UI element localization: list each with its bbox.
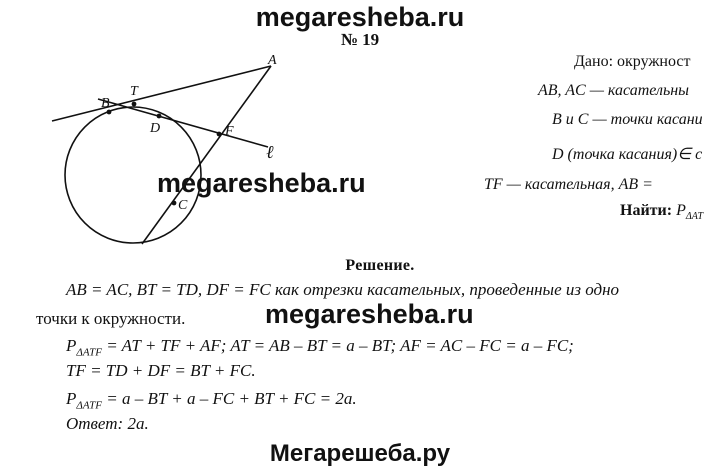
point-t (132, 102, 137, 107)
given-line-1: Дано: окружност (574, 53, 691, 70)
given-line-4: D (точка касания)∈ c (552, 146, 703, 163)
point-f (217, 132, 222, 137)
site-footer-watermark: Мегарешеба.ру (269, 440, 451, 467)
given-line-2: AB, AC — касательны (538, 82, 689, 99)
solution-paragraph-line-2: точки к окружности. (36, 309, 186, 328)
given-line-3: B и C — точки касани (552, 111, 703, 128)
label-c: C (178, 198, 188, 213)
equation-result: $P_{\Delta ATF} = a$ – BT + a – FC + BT + FC = 2a. (66, 389, 357, 412)
given-find: Найти: $P_{\Delta AT}$ (620, 202, 704, 223)
point-d (157, 114, 162, 119)
solution-paragraph-line-1: AB = AC, BT = TD, DF = FC как отрезки касательных, проведенные из одно (66, 280, 620, 299)
tangent-line-ac (142, 66, 271, 244)
answer: Ответ: 2a. (66, 414, 149, 433)
label-b: B (101, 96, 110, 111)
figure-watermark: megaresheba.ru (157, 168, 366, 198)
label-t: T (130, 84, 138, 99)
label-d: D (150, 121, 161, 136)
label-a: A (268, 53, 277, 68)
equation-perimeter: $P_{\Delta ATF}$ = AT + TF + AF; AT = AB – BT = a – BT; AF = AC – FC = a – FC; (66, 336, 574, 359)
label-f: F (225, 124, 234, 139)
solution-heading: Решение. (345, 257, 415, 274)
equation-tf: TF = TD + DF = BT + FC. (66, 361, 256, 380)
problem-number: № 19 (340, 30, 380, 49)
label-l: ℓ (266, 142, 274, 162)
site-header-watermark: megaresheba.ru (255, 2, 465, 32)
point-c (172, 201, 177, 206)
given-line-5: TF — касательная, AB = (484, 176, 653, 193)
body-watermark: megaresheba.ru (265, 299, 474, 329)
